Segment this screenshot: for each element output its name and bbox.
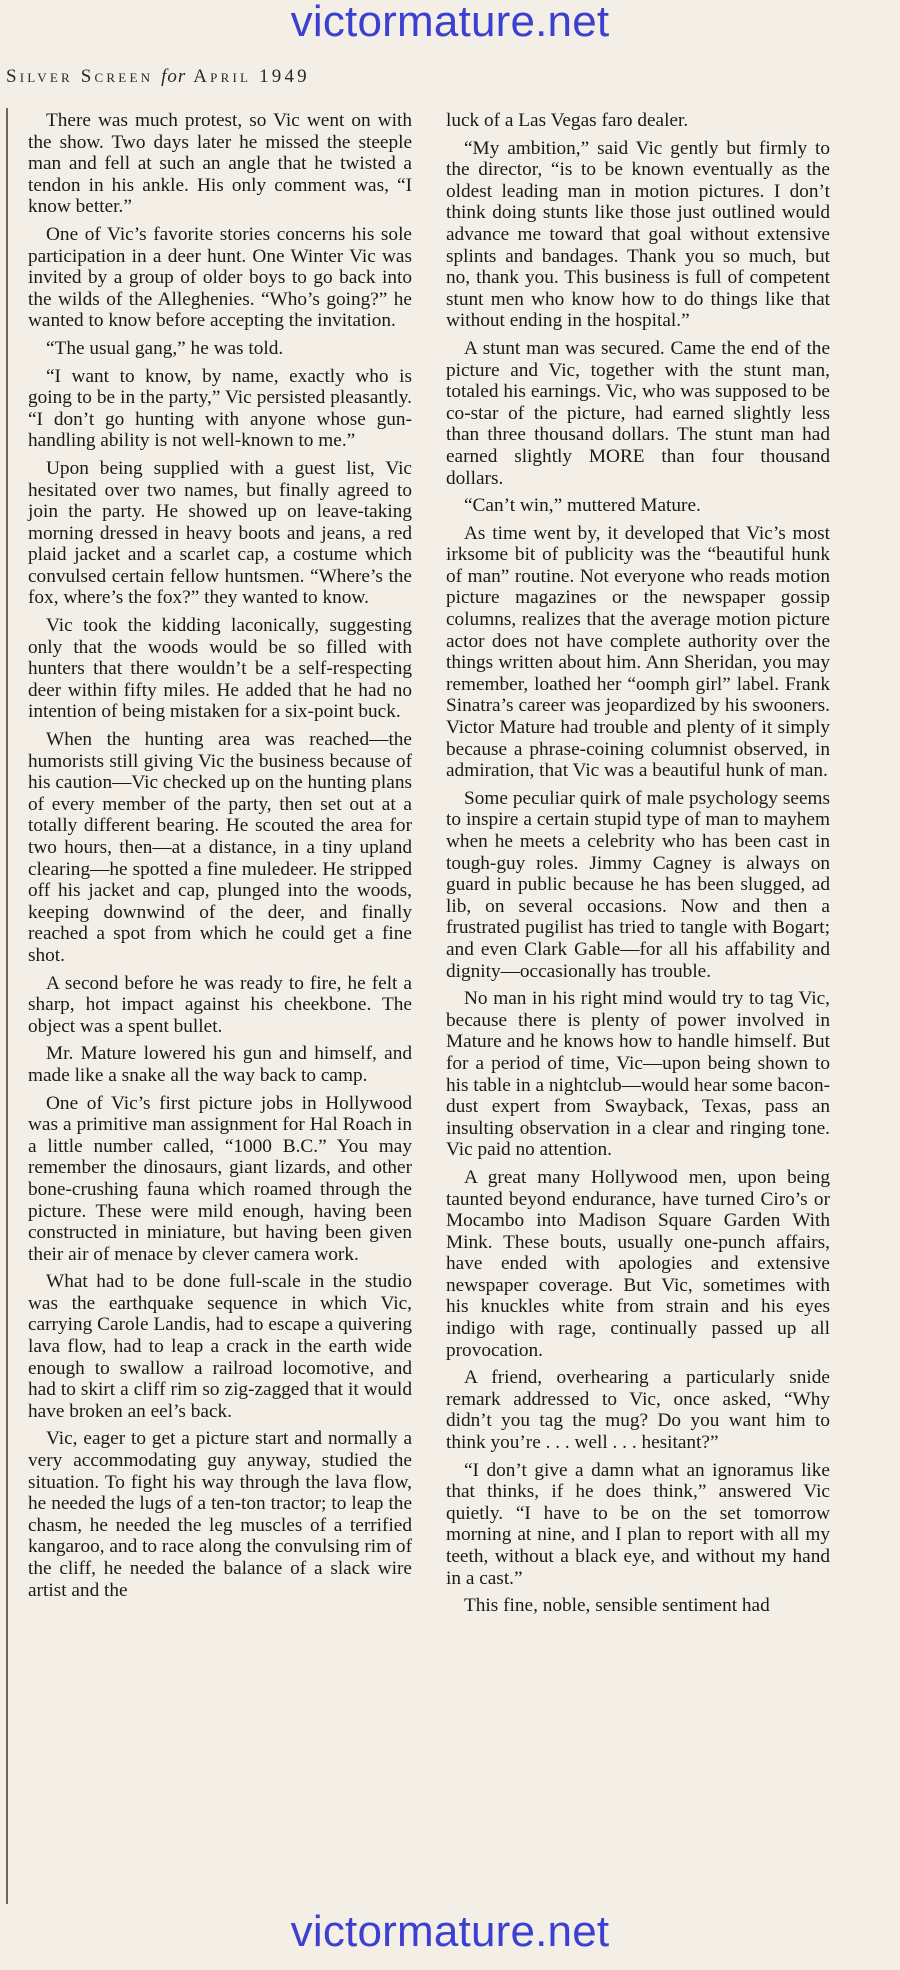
article-paragraph: This fine, noble, sensible sentiment had [464,1595,770,1617]
article-paragraph: luck of a Las Vegas faro dealer. [446,110,689,131]
left-column [28,110,412,1601]
margin-rule [6,108,8,1904]
article-paragraph: “The usual gang,” he was told. [46,337,284,359]
article-paragraph: Vic, eager to get a picture start and normally a very accommodating guy anyway, studied the situation. To fight his way through the lava flow, he needed the lugs of a ten-ton tractor; to leap the chasm, he needed the leg muscles of a terrified kangaroo, and to race along the convulsing rim of the cliff, he needed the balance of a slack wire artist and the [28,1428,412,1601]
watermark-top: victormature.net [290,0,610,46]
article-paragraph: “Can’t win,” muttered Mature. [464,495,701,517]
article-paragraph: “I want to know, by name, exactly who is going to be in the party,” Vic persisted pleasantly. “I don’t go hunting with anyone whose gun-handling ability is not well-known to me.” [28,365,412,452]
article-paragraph: Some peculiar quirk of male psychology seems to inspire a certain stupid type of man to mayhem when he meets a celebrity who has been cast in tough-guy roles. Jimmy Cagney is always on guard in public because he has been slugged, ad lib, on several occasions. Now and then a frustrated pugilist has tried to tangle with Bogart; and even Clark Gable—for all his affability and dignity—occasionally has trouble. [446,787,830,982]
article-paragraph: Mr. Mature lowered his gun and himself, and made like a snake all the way back to camp. [28,1043,412,1086]
article-paragraph: A stunt man was secured. Came the end of the picture and Vic, together with the stunt man, totaled his earnings. Vic, who was supposed to be co-star of the picture, had earned slightly less than three thousand dollars. The stunt man had earned slightly MORE than four thousand dollars. [446,337,830,489]
running-head [6,66,310,88]
watermark-bottom: victormature.net [290,1907,610,1956]
article-paragraph: A second before he was ready to fire, he felt a sharp, hot impact against his cheekbone. The object was a spent bullet. [28,972,412,1037]
article-paragraph: One of Vic’s favorite stories concerns his sole participation in a deer hunt. One Winter Vic was invited by a group of older boys to go back into the wilds of the Alleghenies. “Who’s going?” he wanted to know before accepting the invitation. [28,223,412,332]
article-paragraph: No man in his right mind would try to tag Vic, because there is plenty of power involved in Mature and he knows how to handle himself. But for a period of time, Vic—upon being shown to his table in a nightclub—would hear some bacon-dust expert from Swayback, Texas, pass an insulting observation in a clear and ringing tone. Vic paid no attention. [446,988,830,1161]
article-paragraph: One of Vic’s first picture jobs in Hollywood was a primitive man assignment for Hal Roach in a little number called, “1000 B.C.” You may remember the dinosaurs, giant lizards, and other bone-crushing fauna which roamed through the picture. These were mild enough, having been constructed in miniature, but having been given their air of menace by clever camera work. [28,1092,412,1265]
article-paragraph: As time went by, it developed that Vic’s most irksome bit of publicity was the “beautiful hunk of man” routine. Not everyone who reads motion picture magazines or the newspaper gossip columns, realizes that the average motion picture actor does not have complete authority over the things written about him. Ann Sheridan, you may remember, loathed her “oomph girl” label. Frank Sinatra’s career was jeopardized by his swooners. Victor Mature had trouble and plenty of it simply because a phrase-coining columnist observed, in admiration, that Vic was a beautiful hunk of man. [446,522,830,782]
article-paragraph: There was much protest, so Vic went on with the show. Two days later he missed the steeple man and fell at such an angle that he twisted a tendon in his ankle. His only comment was, “I know better.” [28,110,412,218]
article-paragraph: “I don’t give a damn what an ignoramus like that thinks, if he does think,” answered Vic quietly. “I have to be on the set tomorrow morning at nine, and I plan to report with all my teeth, without a black eye, and without my hand in a cast.” [446,1459,830,1589]
right-column [446,110,830,1617]
for-word: for [161,66,187,87]
article-paragraph: When the hunting area was reached—the humorists still giving Vic the business because of his caution—Vic checked up on the hunting plans of every member of the party, then set out at a totally different bearing. He scouted the area for two hours, then—at a distance, in a tiny upland clearing—he spotted a fine muledeer. He stripped off his jacket and cap, plunged into the woods, keeping downwind of the deer, and finally reached a spot from which he could get a fine shot. [28,729,412,966]
article-paragraph: “My ambition,” said Vic gently but firmly to the director, “is to be known eventually as the oldest leading man in motion pictures. I don’t think doing stunts like those just outlined would advance me toward that goal without extensive splints and bandages. Thank you so much, but no, thank you. This business is full of competent stunt men who know how to do things like that without ending in the hospital.” [446,137,830,332]
magazine-name: Silver Screen [6,66,154,87]
article-paragraph: A friend, overhearing a particularly snide remark addressed to Vic, once asked, “Why didn’t you tag the mug? Do you want him to think you’re . . . well . . . hesitant?” [446,1367,830,1454]
article-paragraph: What had to be done full-scale in the studio was the earthquake sequence in which Vic, carrying Carole Landis, had to escape a quivering lava flow, had to leap a crack in the earth wide enough to swallow a railroad locomotive, and had to skirt a cliff rim so zig-zagged that it would have broken an eel’s back. [28,1271,412,1422]
issue-date: April 1949 [193,66,310,87]
article-paragraph: A great many Hollywood men, upon being taunted beyond endurance, have turned Ciro’s or Mocambo into Madison Square Garden With Mink. These bouts, usually one-punch affairs, have ended with apologies and extensive newspaper coverage. But Vic, sometimes with his knuckles white from strain and his eyes indigo with rage, continually passed up all provocation. [446,1166,830,1361]
article-paragraph: Upon being supplied with a guest list, Vic hesitated over two names, but finally agreed to join the party. He showed up on leave-taking morning dressed in heavy boots and jeans, a red plaid jacket and a scarlet cap, a costume which convulsed certain fellow huntsmen. “Where’s the fox, where’s the fox?” they wanted to know. [28,457,412,609]
article-paragraph: Vic took the kidding laconically, suggesting only that the woods would be so filled with hunters that there wouldn’t be a self-respecting deer within fifty miles. He added that he had no intention of being mistaken for a six-point buck. [28,615,412,723]
